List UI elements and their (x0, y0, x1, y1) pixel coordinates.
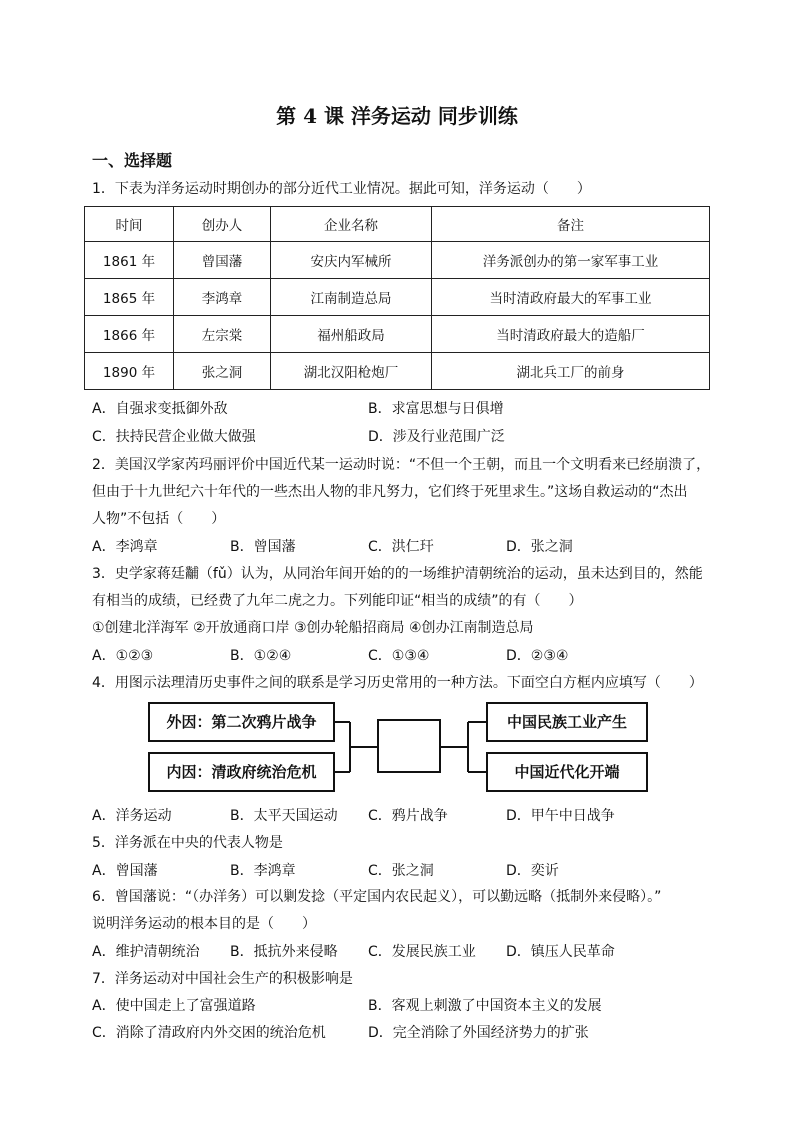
q2-option-d[interactable]: D．张之洞 (506, 539, 573, 555)
table-cell: 江南制造总局 (271, 279, 432, 316)
table-cell: 福州船政局 (271, 316, 432, 353)
page-title: 第 4 课 洋务运动 同步训练 (276, 104, 518, 128)
q2-stem-line: 2．美国汉学家芮玛丽评价中国近代某一运动时说：“不但一个王朝，而且一个文明看来已经崩溃了， (92, 457, 711, 473)
q4-option-d[interactable]: D．甲午中日战争 (506, 808, 615, 824)
q3-option-c[interactable]: C．①③④ (368, 648, 430, 664)
q5-option-a[interactable]: A．曾国藩 (92, 863, 158, 879)
diagram-connectors (0, 696, 794, 800)
table-cell: 当时清政府最大的造船厂 (432, 316, 710, 353)
diagram-box-internal-cause: 内因：清政府统治危机 (148, 752, 335, 792)
q1-option-b[interactable]: B．求富思想与日俱增 (368, 401, 504, 417)
q6-stem-line: 6．曾国藩说：“（办洋务）可以剿发捻（平定国内农民起义），可以勤远略（抵制外来侵略）。” (92, 889, 662, 905)
q4-option-a[interactable]: A．洋务运动 (92, 808, 172, 824)
q7-option-d[interactable]: D．完全消除了外国经济势力的扩张 (368, 1025, 589, 1041)
section-heading: 一、选择题 (92, 151, 173, 170)
q3-option-d[interactable]: D．②③④ (506, 648, 569, 664)
q7-option-c[interactable]: C．消除了清政府内外交困的统治危机 (92, 1025, 326, 1041)
q3-stem-line: 3．史学家蒋廷黼（fǔ）认为，从同治年间开始的的一场维护清朝统治的运动，虽未达到目的，然能 (92, 566, 703, 582)
q1-option-c[interactable]: C．扶持民营企业做大做强 (92, 429, 256, 445)
diagram-box-external-cause: 外因：第二次鸦片战争 (148, 702, 335, 742)
q5-stem: 5．洋务派在中央的代表人物是 (92, 835, 283, 851)
table-header: 备注 (432, 207, 710, 242)
q2-stem-line: 但由于十九世纪六十年代的一些杰出人物的非凡努力，它们终于死里求生。”这场自救运动的“杰出 (92, 484, 688, 500)
q5-option-d[interactable]: D．奕䜣 (506, 863, 559, 879)
q4-diagram (0, 696, 794, 800)
table-header: 企业名称 (271, 207, 432, 242)
blank-box (378, 720, 440, 772)
q6-option-d[interactable]: D．镇压人民革命 (506, 944, 615, 960)
q5-option-b[interactable]: B．李鸿章 (230, 863, 296, 879)
table-cell: 1890 年 (85, 353, 174, 390)
table-cell: 当时清政府最大的军事工业 (432, 279, 710, 316)
q6-stem-line: 说明洋务运动的根本目的是（ ） (92, 916, 316, 932)
q2-option-c[interactable]: C．洪仁玕 (368, 539, 434, 555)
table-row (85, 242, 710, 279)
table-cell: 李鸿章 (174, 279, 271, 316)
table-header: 时间 (85, 207, 174, 242)
diagram-box-result-modernization: 中国近代化开端 (486, 752, 648, 792)
q1-option-a[interactable]: A．自强求变抵御外敌 (92, 401, 228, 417)
q1-stem: 1．下表为洋务运动时期创办的部分近代工业情况。据此可知，洋务运动（ ） (92, 181, 591, 197)
q3-statements: ①创建北洋海军 ②开放通商口岸 ③创办轮船招商局 ④创办江南制造总局 (92, 620, 534, 636)
table-row (85, 316, 710, 353)
table-row (85, 279, 710, 316)
q4-option-b[interactable]: B．太平天国运动 (230, 808, 338, 824)
q6-option-a[interactable]: A．维护清朝统治 (92, 944, 200, 960)
q2-option-a[interactable]: A．李鸿章 (92, 539, 158, 555)
q6-option-b[interactable]: B．抵抗外来侵略 (230, 944, 338, 960)
q3-option-a[interactable]: A．①②③ (92, 648, 154, 664)
table-cell: 安庆内军械所 (271, 242, 432, 279)
table-cell: 张之洞 (174, 353, 271, 390)
table-header-row (85, 207, 710, 242)
q7-stem: 7．洋务运动对中国社会生产的积极影响是 (92, 971, 353, 987)
q3-option-b[interactable]: B．①②④ (230, 648, 292, 664)
table-cell: 左宗棠 (174, 316, 271, 353)
table-cell: 洋务派创办的第一家军事工业 (432, 242, 710, 279)
q2-option-b[interactable]: B．曾国藩 (230, 539, 296, 555)
table-cell: 曾国藩 (174, 242, 271, 279)
q4-option-c[interactable]: C．鸦片战争 (368, 808, 448, 824)
q7-option-a[interactable]: A．使中国走上了富强道路 (92, 998, 256, 1014)
q3-stem-line: 有相当的成绩，已经费了九年二虎之力。下列能印证“相当的成绩”的有（ ） (92, 593, 583, 609)
q7-option-b[interactable]: B．客观上刺激了中国资本主义的发展 (368, 998, 602, 1014)
table-cell: 湖北汉阳枪炮厂 (271, 353, 432, 390)
table-cell: 1865 年 (85, 279, 174, 316)
table-cell: 1861 年 (85, 242, 174, 279)
q1-table (84, 206, 710, 390)
diagram-box-result-industry: 中国民族工业产生 (486, 702, 648, 742)
q4-stem: 4．用图示法理清历史事件之间的联系是学习历史常用的一种方法。下面空白方框内应填写（ ） (92, 675, 703, 691)
q1-option-d[interactable]: D．涉及行业范围广泛 (368, 429, 505, 445)
q5-option-c[interactable]: C．张之洞 (368, 863, 434, 879)
table-header: 创办人 (174, 207, 271, 242)
q6-option-c[interactable]: C．发展民族工业 (368, 944, 476, 960)
table-cell: 1866 年 (85, 316, 174, 353)
q2-stem-line: 人物”不包括（ ） (92, 511, 226, 527)
table-row (85, 353, 710, 390)
table-cell: 湖北兵工厂的前身 (432, 353, 710, 390)
